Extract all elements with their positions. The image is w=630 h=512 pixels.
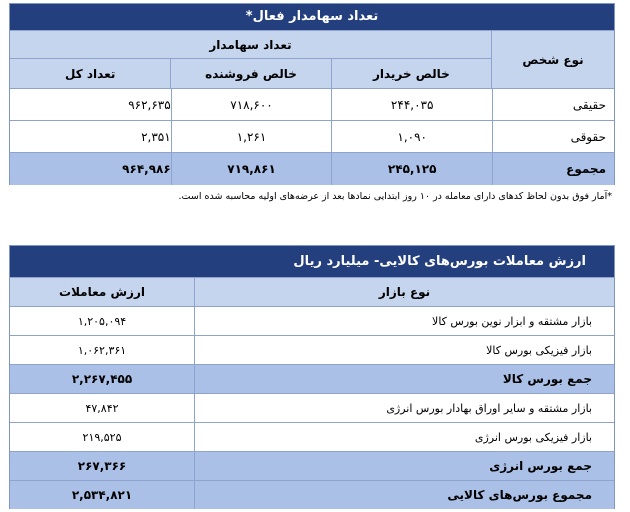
header-trade-value: ارزش معاملات bbox=[59, 285, 145, 299]
total-count-cell: ۹۶۲,۶۳۵ bbox=[128, 97, 171, 112]
net-buyer-cell: ۱,۰۹۰ bbox=[331, 121, 492, 152]
market-cell: بازار مشتقه و سایر اوراق بهادار بورس انرژی bbox=[194, 394, 614, 422]
header-total-count: تعداد کل bbox=[10, 59, 170, 88]
net-buyer-cell: ۲۴۴,۰۳۵ bbox=[331, 89, 492, 120]
table-row bbox=[10, 422, 614, 451]
table1-header bbox=[10, 30, 614, 88]
commodity-exchange-value-table bbox=[9, 245, 615, 509]
value-cell: ۱,۰۶۲,۳۶۱ bbox=[77, 343, 127, 357]
market-cell: بازار مشتقه و ابزار نوین بورس کالا bbox=[194, 307, 614, 335]
market-cell: جمع بورس انرژی bbox=[194, 452, 614, 480]
table-row bbox=[10, 88, 614, 120]
sum-seller-cell: ۷۱۹,۸۶۱ bbox=[171, 153, 332, 185]
table-row bbox=[10, 393, 614, 422]
net-seller-cell: ۱,۲۶۱ bbox=[171, 121, 332, 152]
table2-title: ارزش معاملات بورس‌های کالایی- میلیارد ریال bbox=[10, 246, 614, 277]
sum-total-cell: ۹۶۴,۹۸۶ bbox=[122, 162, 171, 176]
header-shareholder-count: تعداد سهامدار bbox=[10, 31, 491, 59]
sum-label-cell: مجموع bbox=[492, 153, 614, 185]
footnote: *آمار فوق بدون لحاظ کدهای دارای معامله در ۱۰ روز ابتدایی نمادها بعد از عرضه‌های اولیه محاسبه شده است. bbox=[178, 191, 612, 202]
header-group bbox=[10, 31, 491, 88]
table-total-row bbox=[10, 364, 614, 393]
table2-header bbox=[10, 277, 614, 306]
table-row bbox=[10, 120, 614, 152]
value-cell: ۴۷,۸۴۲ bbox=[85, 401, 119, 415]
header-person-type: نوع شخص bbox=[491, 31, 614, 88]
sum-buyer-cell: ۲۴۵,۱۲۵ bbox=[331, 153, 492, 185]
table-row bbox=[10, 306, 614, 335]
value-cell: ۲,۲۶۷,۴۵۵ bbox=[71, 372, 133, 386]
header-net-seller: خالص فروشنده bbox=[170, 59, 330, 88]
table-total-row bbox=[10, 480, 614, 509]
person-type-cell: حقیقی bbox=[492, 89, 614, 120]
active-shareholders-table bbox=[9, 3, 615, 185]
person-type-cell: حقوقی bbox=[492, 121, 614, 152]
value-cell: ۱,۲۰۵,۰۹۴ bbox=[77, 314, 127, 328]
header-subcolumns bbox=[10, 59, 491, 88]
market-cell: بازار فیزیکی بورس انرژی bbox=[194, 423, 614, 451]
total-count-cell: ۲,۳۵۱ bbox=[141, 129, 171, 144]
table-total-row bbox=[10, 451, 614, 480]
header-net-buyer: خالص خریدار bbox=[331, 59, 491, 88]
net-seller-cell: ۷۱۸,۶۰۰ bbox=[171, 89, 332, 120]
table1-title: تعداد سهامدار فعال* bbox=[10, 4, 614, 30]
value-cell: ۲,۵۳۴,۸۲۱ bbox=[71, 488, 133, 502]
market-cell: جمع بورس کالا bbox=[194, 365, 614, 393]
value-cell: ۲۱۹,۵۲۵ bbox=[82, 430, 122, 444]
header-market-type: نوع بازار bbox=[194, 278, 614, 306]
value-cell: ۲۶۷,۳۶۶ bbox=[77, 459, 127, 473]
table-row bbox=[10, 335, 614, 364]
table-total-row bbox=[10, 152, 614, 185]
market-cell: مجموع بورس‌های کالایی bbox=[194, 481, 614, 509]
market-cell: بازار فیزیکی بورس کالا bbox=[194, 336, 614, 364]
